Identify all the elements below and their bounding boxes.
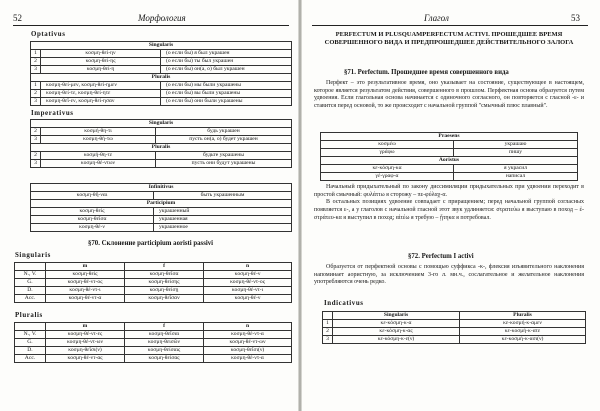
infinitivus-label: Infinitivus: [31, 184, 292, 192]
infinitivus-participium-table: [30, 183, 292, 232]
pluralis-label: Pluralis: [31, 74, 292, 82]
imperativus-table: Singularis 2 κοσμή-θη-τι будь украшен 3 κοσμη-θή-τω пусть он(а, о) будет украшен Pluralis 2 κοσμή-θη-τε будьте украшены 3 κοσμη-θέ-ντων пусть они будут украшены: [30, 119, 292, 168]
table-row: 2 κοσμή-θη-τε будьте украшены: [31, 152, 292, 160]
section-72-text: Образуется от перфектной основы с помощью суффикса -κ-, флексия изъявительного наклонения напоминает аористную, за исключением 3-го л. мн.ч., сослагательное и желательное наклонения употребляются очень редко.: [314, 264, 584, 286]
table-row: κε-κόσμη-κα я украсил: [321, 165, 578, 173]
imperativus-heading: Imperativus: [31, 110, 74, 117]
table-row: κοσμέω украшаю: [321, 141, 578, 149]
table-row: G. κοσμη-θέ-ντ-ων κοσμη-θεισῶν κοσμη-θέ-ντ-ων: [15, 339, 292, 347]
table-row: γράφω пишу: [321, 149, 578, 157]
indicativus-table: Singularis Pluralis 1 κε-κόσμη-κ-α κε-κοσμή-κ-αμεν 2 κε-κόσμη-κ-ας κε-κοσμή-κ-ατε 3 κε-κόσμη-κ-ε(ν) κε-κοσμή-κ-ασι(ν): [322, 311, 586, 344]
table-row: κοσμη-θεῖσα украшенная: [31, 216, 292, 224]
table-row: G. κοσμη-θέ-ντ-ος κοσμη-θείσης κοσμη-θέ-ντ-ος: [15, 279, 292, 287]
table-row: N., V. κοσμη-θείς κοσμη-θεῖσα κοσμη-θέ-ν: [15, 271, 292, 279]
section-71-notes: Начальный придыхательный по закону диссимиляции придыхательных при удвоении переходит в простой смычный: φυλάττω я сторожу – πε-φύλαχ-α. В остальных позициях удвоение совпадает с приращением; перед начальной группой согласных появляется ε-, а у глаголов с начальной гласной этот звук удлиняется: στρατεύω я выступаю в поход – ἐ-στράτευ-κα я выступил в поход; αἰτέω я требую – ᾔτηκα я потребовал.: [314, 184, 584, 221]
section-71-text: Перфект – это результативное время, оно указывает на состояние, существующее в настоящем, которое является результатом действия, совершенного в прошлом. Перфектная основа образуется путем удвоения. Если глагольная основа начинается с одиночного согласного, он повторяется с гласной -ε- и ставится перед основой, то же происходит с начальной группой "смычный плюс плавный".: [314, 80, 584, 110]
chapter-title: PERFECTUM И PLUSQUAMPERFECTUM ACTIVI. ПРОШЕДШЕЕ ВРЕМЯ СОВЕРШЕННОГО ВИДА И ПРЕДПРОШЕДШЕЕ ДЕЙСТВИТЕЛЬНОГО ЗАЛОГА: [324, 31, 574, 46]
praesens-label: Praesens: [321, 133, 578, 141]
section-72-title: §72. Perfectum I activi: [408, 253, 474, 260]
table-row: 1 κοσμη-θεί-ην (о если бы) я был украшен: [31, 50, 292, 58]
table-row: κοσμη-θέ-ν украшенное: [31, 224, 292, 232]
table-row: κοσμη-θῆ-ναι быть украшенным: [31, 192, 292, 200]
declension-pluralis-table: m f n N., V. κοσμη-θέ-ντ-ες κοσμη-θεῖσαι κοσμη-θέ-ντ-α G. κοσμη-θέ-ντ-ων κοσμη-θεισῶν κοσμη-θέ-ντ-ων D. κοσμη-θεῖσι(ν) κοσμη-θείσαις κοσμη-θεῖσι(ν) Acc. κοσμη-θέ-ντ-ας κοσμη-θείσας κοσμη-θέ-ντ-α: [14, 322, 292, 363]
table-row: 3 κοσμη-θεῖ-εν, κοσμη-θεί-ησαν (о если бы) они были украшены: [31, 98, 292, 106]
running-head-left: Морфология: [138, 13, 186, 23]
singularis-heading: Singularis: [15, 252, 51, 259]
pluralis-heading: Pluralis: [15, 312, 43, 319]
table-row: γέ-γραφ-α написал: [321, 173, 578, 181]
header-rule: [312, 25, 588, 26]
table-row: 1 κε-κόσμη-κ-α κε-κοσμή-κ-αμεν: [323, 320, 586, 328]
section-71-title: §71. Perfectum. Прошедшее время совершенного вида: [344, 69, 509, 76]
participium-label: Participium: [31, 200, 292, 208]
table-row: N., V. κοσμη-θέ-ντ-ες κοσμη-θεῖσαι κοσμη-θέ-ντ-α: [15, 331, 292, 339]
optativus-heading: Optativus: [31, 31, 66, 38]
singularis-label: Singularis: [31, 42, 292, 50]
table-row: κοσμη-θείς украшенный: [31, 208, 292, 216]
table-row: 3 κοσμη-θέ-ντων пусть они будут украшены: [31, 160, 292, 168]
tense-table: [320, 132, 578, 181]
page-number-right: 53: [571, 13, 580, 23]
running-head-right: Глагол: [424, 13, 449, 23]
table-row: Acc. κοσμη-θέ-ντ-ας κοσμη-θείσας κοσμη-θέ-ντ-α: [15, 355, 292, 363]
table-row: 2 κοσμη-θεί-τε, κοσμη-θεί-ητε (о если бы) вы были украшены: [31, 90, 292, 98]
page-number-left: 52: [13, 13, 22, 23]
right-page: [300, 0, 600, 411]
table-row: D. κοσμη-θέ-ντ-ι κοσμη-θείσῃ κοσμη-θέ-ντ-ι: [15, 287, 292, 295]
table-row: 1 κοσμη-θεί-μεν, κοσμη-θεί-ημεν (о если бы) мы были украшены: [31, 82, 292, 90]
table-row: 2 κε-κόσμη-κ-ας κε-κοσμή-κ-ατε: [323, 328, 586, 336]
table-row: 2 κοσμη-θεί-ης (о если бы) ты был украшен: [31, 58, 292, 66]
table-row: 2 κοσμή-θη-τι будь украшен: [31, 128, 292, 136]
aoristus-label: Aoristus: [321, 157, 578, 165]
declension-singularis-table: m f n N., V. κοσμη-θείς κοσμη-θεῖσα κοσμη-θέ-ν G. κοσμη-θέ-ντ-ος κοσμη-θείσης κοσμη-θέ-ντ-ος D. κοσμη-θέ-ντ-ι κοσμη-θείσῃ κοσμη-θέ-ντ-ι Acc. κοσμη-θέ-ντ-α κοσμη-θεῖσαν κοσμη-θέ-ν: [14, 262, 292, 303]
table-row: 3 κοσμη-θεί-η (о если бы) он(а, о) был украшен: [31, 66, 292, 74]
header-rule: [13, 25, 289, 26]
table-row: 3 κοσμη-θή-τω пусть он(а, о) будет украшен: [31, 136, 292, 144]
section-70-title: §70. Склонение participium aoristi passivi: [88, 240, 214, 247]
table-row: D. κοσμη-θεῖσι(ν) κοσμη-θείσαις κοσμη-θεῖσι(ν): [15, 347, 292, 355]
table-row: Acc. κοσμη-θέ-ντ-α κοσμη-θεῖσαν κοσμη-θέ-ν: [15, 295, 292, 303]
indicativus-heading: Indicativus: [324, 300, 364, 307]
optativus-table: [30, 41, 292, 106]
table-row: 3 κε-κόσμη-κ-ε(ν) κε-κοσμή-κ-ασι(ν): [323, 336, 586, 344]
